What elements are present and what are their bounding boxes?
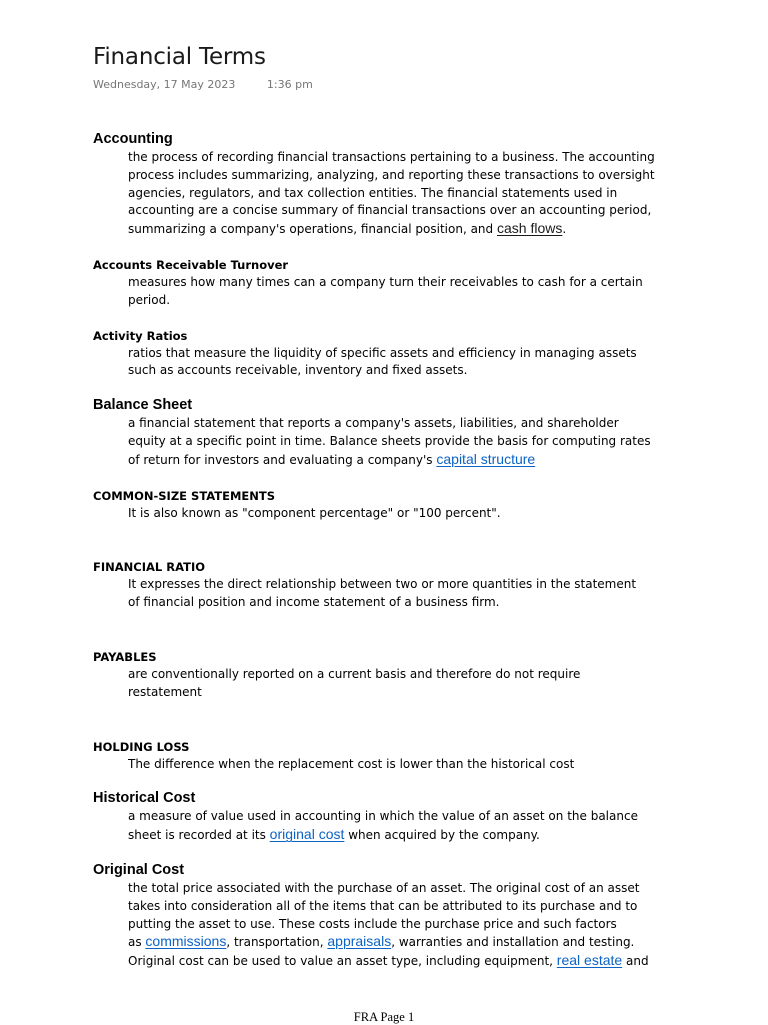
term-heading: FINANCIAL RATIO (93, 560, 205, 575)
term-historical-cost (93, 788, 693, 845)
page-title: Financial Terms (93, 44, 266, 70)
term-definition (128, 274, 693, 310)
definition-line: period. (128, 292, 171, 307)
definition-line: ratios that measure the liquidity of specific assets and efficiency in managing assets (128, 345, 637, 360)
term-heading: HOLDING LOSS (93, 739, 190, 754)
term-payables (93, 648, 693, 702)
original-cost-link[interactable]: original cost (269, 826, 345, 843)
term-accounts-receivable-turnover (93, 256, 693, 310)
text-segment: Original cost can be used to value an asset type, including equipment, (128, 954, 557, 969)
term-definition (128, 880, 693, 971)
definition-line: are conventionally reported on a current basis and therefore do not require (128, 666, 581, 681)
text-segment: of return for investors and evaluating a company's (128, 452, 437, 467)
definition-line: the total price associated with the purchase of an asset. The original cost of an asset (128, 880, 640, 895)
term-definition (128, 756, 693, 774)
text-segment: summarizing a company's operations, financial position, and (128, 222, 497, 237)
term-balance-sheet (93, 395, 693, 469)
definition-line: process includes summarizing, analyzing, and reporting these transactions to oversight (128, 167, 655, 182)
definition-line (128, 826, 693, 845)
appraisals-link[interactable]: appraisals (327, 933, 392, 950)
commissions-link[interactable]: commissions (145, 933, 227, 950)
text-segment: sheet is recorded at its (128, 828, 270, 843)
term-definition (128, 808, 693, 845)
page-content (93, 129, 693, 971)
term-definition (128, 666, 693, 702)
definition-line: accounting are a concise summary of financial transactions over an accounting period, (128, 203, 652, 218)
definition-line: It is also known as "component percentage" or "100 percent". (128, 505, 501, 520)
term-heading: Original Cost (93, 861, 185, 878)
term-heading: Accounts Receivable Turnover (93, 257, 289, 272)
term-definition (128, 149, 693, 239)
real-estate-link[interactable]: real estate (556, 952, 623, 969)
definition-line (128, 220, 693, 239)
term-heading: Balance Sheet (93, 397, 193, 414)
term-original-cost (93, 860, 693, 971)
definition-line (128, 451, 693, 470)
term-heading: Historical Cost (93, 790, 196, 807)
page-footer: FRA Page 1 (353, 1010, 415, 1024)
text-segment: , warranties and installation and testing. (391, 935, 635, 950)
term-accounting (93, 129, 693, 239)
term-common-size-statements (93, 487, 693, 523)
definition-line: a financial statement that reports a company's assets, liabilities, and shareholder (128, 416, 619, 431)
term-definition (128, 345, 693, 381)
definition-line: measures how many times can a company turn their receivables to cash for a certain (128, 274, 643, 289)
definition-line: such as accounts receivable, inventory and fixed assets. (128, 363, 468, 378)
text-segment: . (562, 222, 567, 237)
definition-line: a measure of value used in accounting in which the value of an asset on the balance (128, 809, 638, 824)
capital-structure-link[interactable]: capital structure (436, 450, 536, 467)
definition-line: It expresses the direct relationship between two or more quantities in the statement (128, 577, 637, 592)
text-segment: as (128, 935, 146, 950)
cash-flows-link[interactable]: cash flows (496, 220, 563, 237)
definition-line: the process of recording financial transactions pertaining to a business. The accounting (128, 150, 655, 164)
text-segment: , transportation, (226, 935, 328, 950)
definition-line: takes into consideration all of the items that can be attributed to its purchase and to (128, 898, 638, 913)
term-holding-loss (93, 738, 693, 774)
term-activity-ratios (93, 327, 693, 381)
term-heading: Accounting (93, 131, 173, 147)
term-definition (128, 576, 693, 612)
page-time: 1:36 pm (266, 78, 313, 91)
term-heading: COMMON-SIZE STATEMENTS (93, 488, 276, 503)
term-heading: Activity Ratios (93, 328, 188, 343)
definition-line: The difference when the replacement cost is lower than the historical cost (128, 756, 575, 771)
term-financial-ratio (93, 558, 693, 612)
page-meta (93, 78, 313, 91)
definition-line: putting the asset to use. These costs include the purchase price and such factors (128, 916, 617, 931)
definition-line: of financial position and income statement of a business firm. (128, 595, 500, 610)
term-definition (128, 505, 693, 523)
page-date: Wednesday, 17 May 2023 (93, 78, 236, 91)
term-definition (128, 415, 693, 469)
definition-line: equity at a specific point in time. Balance sheets provide the basis for computing rates (128, 433, 651, 448)
text-segment: and (622, 954, 649, 969)
text-segment: when acquired by the company. (344, 828, 540, 843)
term-heading: PAYABLES (93, 649, 157, 664)
definition-line: agencies, regulators, and tax collection entities. The financial statements used in (128, 185, 618, 200)
definition-line (128, 952, 693, 971)
definition-line (128, 933, 693, 952)
definition-line: restatement (128, 684, 202, 699)
